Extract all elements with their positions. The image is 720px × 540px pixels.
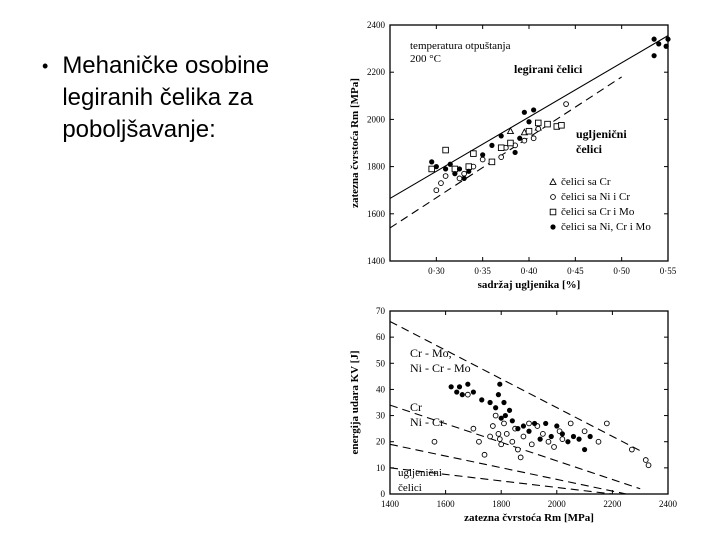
data-point-circle-filled <box>457 384 462 389</box>
legend-marker <box>550 209 556 215</box>
y-tick-label: 1800 <box>367 161 385 172</box>
data-point-circle-filled <box>452 171 457 176</box>
data-point-circle-open <box>510 439 515 444</box>
x-tick-label: 1600 <box>436 499 455 509</box>
x-tick-label: 0·50 <box>613 266 630 276</box>
x-tick-label: 0·30 <box>428 266 445 276</box>
data-point-circle-filled <box>497 382 502 387</box>
x-tick-label: 0·55 <box>659 266 677 276</box>
data-point-circle-filled <box>521 423 526 428</box>
data-point-circle-open <box>646 463 651 468</box>
data-point-circle-filled <box>501 400 506 405</box>
data-point-circle-filled <box>531 107 536 112</box>
data-point-circle-filled <box>565 439 570 444</box>
data-point-circle-filled <box>465 382 470 387</box>
data-point-circle-open <box>515 447 520 452</box>
data-point-circle-filled <box>443 166 448 171</box>
data-point-circle-filled <box>434 164 439 169</box>
data-point-circle-open <box>471 426 476 431</box>
data-point-circle-filled <box>664 44 669 49</box>
data-point-circle-open <box>518 455 523 460</box>
data-point-circle-filled <box>480 152 485 157</box>
data-point-circle-filled <box>549 434 554 439</box>
data-point-circle-open <box>527 421 532 426</box>
data-point-circle-open <box>477 439 482 444</box>
y-axis-label: energija udara KV [J] <box>349 350 361 455</box>
data-point-circle-open <box>496 431 501 436</box>
bullet-dot: • <box>42 56 49 76</box>
data-point-circle-filled <box>517 136 522 141</box>
data-point-circle-filled <box>493 405 498 410</box>
data-point-circle-filled <box>487 400 492 405</box>
data-point-circle-filled <box>466 169 471 174</box>
data-point-circle-filled <box>499 133 504 138</box>
data-point-circle-filled <box>507 408 512 413</box>
y-tick-label: 0 <box>380 489 385 499</box>
data-point-circle-open <box>434 188 439 193</box>
data-point-circle-filled <box>538 437 543 442</box>
y-tick-label: 30 <box>376 410 385 421</box>
data-point-circle-filled <box>652 37 657 42</box>
data-point-square-open <box>429 166 435 172</box>
data-point-circle-open <box>596 439 601 444</box>
y-tick-label: 2000 <box>367 114 385 125</box>
y-tick-label: 70 <box>376 306 385 316</box>
data-point-circle-filled <box>448 162 453 167</box>
data-point-square-open <box>498 145 504 151</box>
data-point-circle-open <box>552 445 557 450</box>
data-point-circle-open <box>560 437 565 442</box>
data-point-circle-open <box>582 429 587 434</box>
data-point-circle-open <box>529 442 534 447</box>
x-tick-label: 0·35 <box>474 266 491 276</box>
data-point-circle-filled <box>588 434 593 439</box>
x-tick-label: 0·40 <box>520 266 538 276</box>
chart-annotation: čelici <box>576 142 602 156</box>
y-tick-label: 20 <box>376 436 385 447</box>
chart-annotation: ugljenični <box>398 467 442 479</box>
data-point-circle-open <box>497 437 502 442</box>
data-point-square-open <box>471 151 477 157</box>
bullet-text: Mehaničke osobine legiranih čelika za poboljšavanje: <box>62 52 270 143</box>
chart-annotation: Ni - Cr - Mo <box>410 361 471 375</box>
x-tick-label: 2400 <box>659 499 677 509</box>
data-point-circle-filled <box>532 421 537 426</box>
data-point-circle-open <box>629 447 634 452</box>
data-point-circle-open <box>465 392 470 397</box>
data-point-circle-open <box>504 431 509 436</box>
data-point-circle-open <box>564 102 569 107</box>
data-point-circle-filled <box>543 421 548 426</box>
legend-label: čelici sa Cr i Mo <box>561 206 635 218</box>
data-point-circle-filled <box>479 397 484 402</box>
data-point-circle-open <box>568 421 573 426</box>
chart-annotation: 200 °C <box>410 53 441 65</box>
data-point-circle-open <box>604 421 609 426</box>
data-point-circle-open <box>531 136 536 141</box>
y-tick-label: 1400 <box>367 256 385 266</box>
data-point-circle-open <box>643 458 648 463</box>
data-point-circle-filled <box>582 447 587 452</box>
legend-marker <box>551 195 556 200</box>
y-tick-label: 40 <box>376 384 385 395</box>
data-point-circle-filled <box>460 392 465 397</box>
data-point-circle-filled <box>510 418 515 423</box>
legend-marker <box>550 224 555 229</box>
data-point-circle-filled <box>429 159 434 164</box>
data-point-circle-filled <box>526 119 531 124</box>
y-tick-label: 60 <box>376 332 385 343</box>
data-point-circle-filled <box>560 431 565 436</box>
data-point-circle-filled <box>489 143 494 148</box>
x-tick-label: 2200 <box>603 499 622 509</box>
chart-annotation: ugljenični <box>576 127 627 141</box>
data-point-circle-filled <box>449 384 454 389</box>
y-tick-label: 2200 <box>367 67 385 78</box>
data-point-square-open <box>508 140 514 146</box>
data-point-circle-open <box>480 157 485 162</box>
x-axis-label: zatezna čvrstoća Rm [MPa] <box>464 512 594 524</box>
data-point-circle-open <box>546 439 551 444</box>
data-point-circle-filled <box>457 166 462 171</box>
chart-annotation: legirani čelici <box>514 62 583 76</box>
data-point-circle-open <box>499 442 504 447</box>
data-point-square-open <box>443 147 449 153</box>
data-point-circle-filled <box>513 150 518 155</box>
x-tick-label: 2000 <box>547 499 566 509</box>
legend-label: čelici sa Ni, Cr i Mo <box>561 221 651 233</box>
y-tick-label: 10 <box>376 462 385 473</box>
x-tick-label: 1800 <box>492 499 511 509</box>
data-point-square-open <box>526 128 532 134</box>
data-point-circle-filled <box>652 53 657 58</box>
data-point-circle-open <box>462 171 467 176</box>
data-point-square-open <box>559 123 565 129</box>
data-point-circle-filled <box>522 110 527 115</box>
data-point-circle-open <box>541 431 546 436</box>
chart-annotation: temperatura otpuštanja <box>410 40 511 52</box>
data-point-square-open <box>466 164 472 170</box>
chart-annotation: čelici <box>398 482 422 494</box>
data-point-circle-open <box>499 155 504 160</box>
data-point-circle-open <box>522 138 527 143</box>
data-point-circle-filled <box>656 41 661 46</box>
data-point-circle-filled <box>462 176 467 181</box>
y-tick-label: 2400 <box>367 20 385 30</box>
data-point-circle-filled <box>571 434 576 439</box>
data-point-circle-open <box>502 421 507 426</box>
data-point-square-open <box>452 166 458 172</box>
y-axis-label: zatezna čvrstoća Rm [MPa] <box>349 78 361 208</box>
chart-annotation: Cr <box>410 400 422 414</box>
data-point-circle-open <box>439 181 444 186</box>
legend-label: čelici sa Cr <box>561 176 611 188</box>
data-point-circle-filled <box>454 389 459 394</box>
data-point-circle-open <box>493 413 498 418</box>
y-tick-label: 50 <box>376 358 385 369</box>
data-point-circle-filled <box>526 429 531 434</box>
data-point-circle-filled <box>515 426 520 431</box>
y-tick-label: 1600 <box>367 208 385 219</box>
data-point-circle-open <box>457 176 462 181</box>
dashed-trend-line <box>390 321 643 452</box>
data-point-circle-filled <box>576 437 581 442</box>
data-point-circle-open <box>521 434 526 439</box>
data-point-square-open <box>489 159 495 165</box>
legend-marker <box>550 179 556 185</box>
x-tick-label: 0·45 <box>567 266 584 276</box>
data-point-circle-filled <box>496 392 501 397</box>
data-point-square-open <box>535 120 541 126</box>
x-tick-label: 1400 <box>381 499 399 509</box>
data-point-circle-open <box>443 174 448 179</box>
chart-annotation: Cr - Mo, <box>410 346 452 360</box>
data-point-circle-open <box>482 452 487 457</box>
chart-annotation: Ni - Cr <box>410 415 444 429</box>
data-point-circle-filled <box>554 423 559 428</box>
data-point-circle-open <box>432 439 437 444</box>
legend-label: čelici sa Ni i Cr <box>561 191 631 203</box>
data-point-circle-filled <box>471 389 476 394</box>
data-point-circle-open <box>536 126 541 131</box>
x-axis-label: sadržaj ugljenika [%] <box>477 279 581 291</box>
data-point-square-open <box>545 121 551 127</box>
data-point-circle-filled <box>665 37 670 42</box>
data-point-circle-filled <box>503 413 508 418</box>
data-point-circle-open <box>490 424 495 429</box>
data-point-circle-open <box>488 434 493 439</box>
